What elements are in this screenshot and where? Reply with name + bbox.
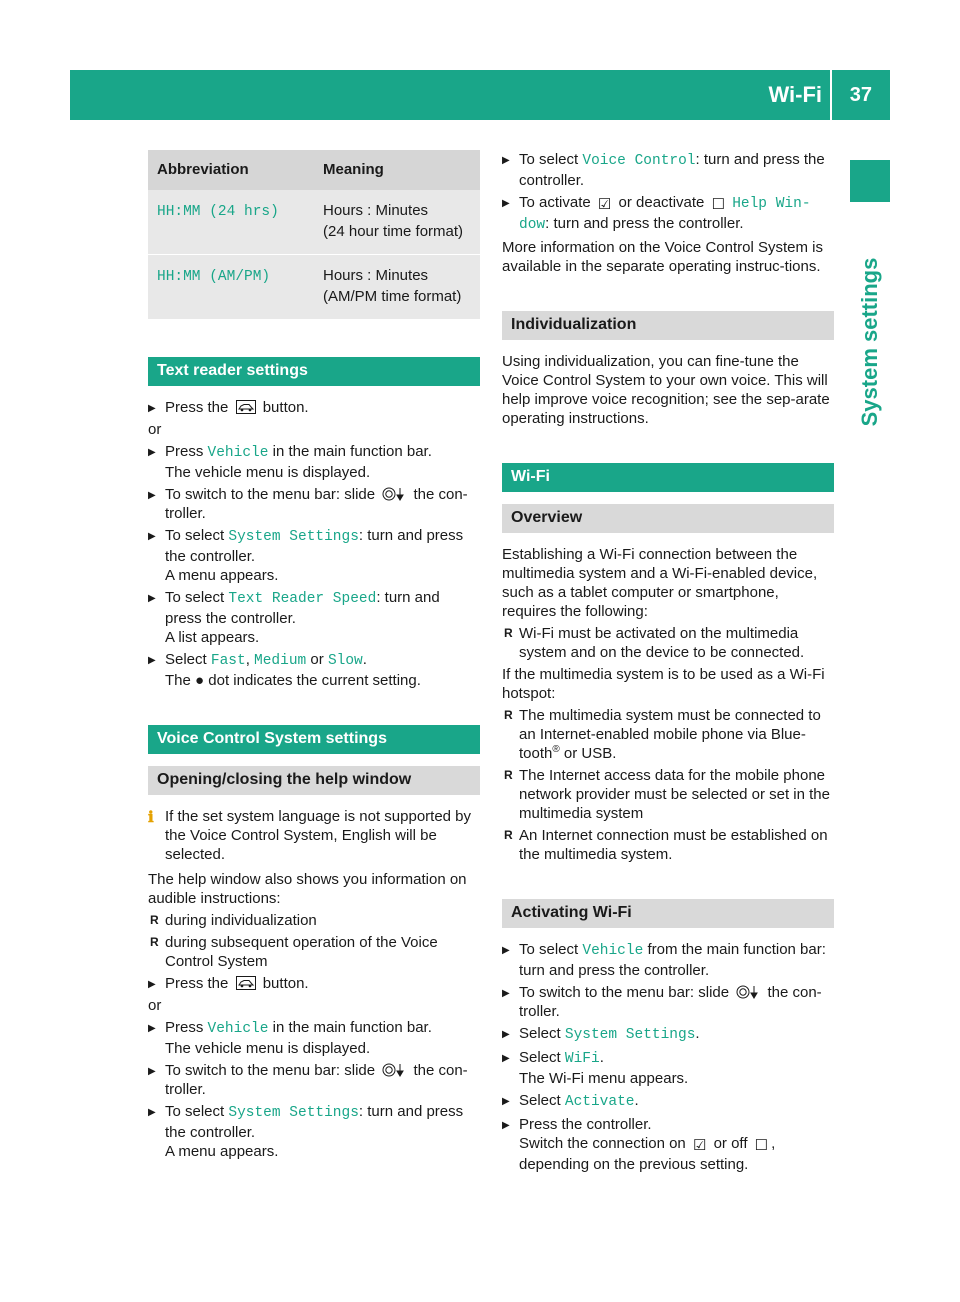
bullet-item: R The Internet access data for the mobile phone network provider must be selected or set in the multimedia system (502, 766, 834, 823)
step: ▶ Select System Settings. (502, 1024, 834, 1045)
step: ▶ Select Fast, Medium or Slow. The ● dot indicates the current setting. (148, 650, 480, 690)
step: ▶ To switch to the menu bar: slide the con-troller. (502, 983, 834, 1021)
bullet-item: R Wi-Fi must be activated on the multimedia system and on the device to be connected. (502, 624, 834, 662)
meaning-line: Hours : Minutes (323, 202, 429, 219)
paragraph: If the multimedia system is to be used as a Wi-Fi hotspot: (502, 666, 825, 702)
or-text: or (148, 997, 162, 1014)
individualization-heading: Individualization (502, 311, 834, 340)
step: ▶ Press the button. (148, 974, 480, 993)
activating-wifi-heading: Activating Wi-Fi (502, 899, 834, 928)
header-divider (830, 70, 832, 120)
chapter-label: System settings (857, 257, 882, 427)
meaning-cell (314, 255, 480, 320)
left-column (148, 150, 480, 1164)
step: ▶ Press Vehicle in the main function bar. The vehicle menu is displayed. (148, 1018, 480, 1058)
info-icon: ℹ (148, 809, 154, 826)
bullet-item: R An Internet connection must be established on the multimedia system. (502, 826, 834, 864)
selection-dot-icon: ● (195, 672, 205, 689)
abbr-cell: HH:MM (AM/PM) (157, 269, 271, 285)
step: ▶ Press the button. (148, 398, 480, 417)
bullet-item: R during subsequent operation of the Voice Control System (148, 933, 480, 971)
step: ▶ To select Text Reader Speed: turn and press the controller. A list appears. (148, 588, 480, 647)
meaning-line: Hours : Minutes (323, 267, 429, 284)
step: ▶ Press the controller. Switch the connection on ☑ or off ☐ , depending on the previous setting. (502, 1115, 834, 1174)
wifi-heading: Wi-Fi (502, 463, 834, 492)
step: ▶ Select WiFi. The Wi-Fi menu appears. (502, 1048, 834, 1088)
step: ▶ To switch to the menu bar: slide the con-troller. (148, 485, 480, 523)
controller-slide-down-icon (736, 985, 760, 999)
paragraph: Using individualization, you can fine-tune the Voice Control System to your own voice. This will help improve voice recognition; see the sep-arate operating instructions. (502, 353, 830, 427)
controller-slide-down-icon (382, 487, 406, 501)
step: ▶ To select Vehicle from the main function bar: turn and press the controller. (502, 940, 834, 980)
step: ▶ To select System Settings: turn and press the controller. A menu appears. (148, 526, 480, 585)
checkbox-checked-icon: ☑ (692, 1137, 707, 1154)
table-header-abbreviation: Abbreviation (148, 150, 314, 190)
bullet-item: R during individualization (148, 911, 480, 930)
chapter-tab (850, 160, 890, 202)
meaning-line: (24 hour time format) (323, 223, 464, 240)
paragraph: Establishing a Wi-Fi connection between the multimedia system and a Wi-Fi-enabled device, such as a tablet computer or smartphone, requires the following: (502, 546, 818, 620)
text-reader-heading: Text reader settings (148, 357, 480, 386)
overview-heading: Overview (502, 504, 834, 533)
step: ▶ To select Voice Control: turn and press the controller. (502, 150, 834, 190)
paragraph: More information on the Voice Control System is available in the separate operating instruc-tions. (502, 239, 823, 275)
page-header (70, 70, 890, 120)
info-note: ℹ If the set system language is not supported by the Voice Control System, English will be selected. (148, 808, 472, 863)
table-row (148, 255, 480, 320)
checkbox-empty-icon: ☐ (754, 1137, 769, 1154)
meaning-cell (314, 190, 480, 255)
step: ▶ To select System Settings: turn and press the controller. A menu appears. (148, 1102, 480, 1161)
controller-slide-down-icon (382, 1063, 406, 1077)
paragraph: The help window also shows you information on audible instructions: (148, 871, 467, 907)
page-number: 37 (849, 84, 872, 106)
step: ▶ To activate ☑ or deactivate ☐ Help Win-dow: turn and press the controller. (502, 193, 834, 235)
table-row (148, 190, 480, 255)
meaning-line: (AM/PM time format) (323, 288, 462, 305)
section-title: Wi-Fi (768, 82, 822, 107)
step: ▶ To switch to the menu bar: slide the con-troller. (148, 1061, 480, 1099)
abbreviation-table (148, 150, 480, 319)
or-text: or (148, 421, 162, 438)
right-column (502, 150, 834, 1177)
bullet-item: R The multimedia system must be connected to an Internet-enabled mobile phone via Blue-tooth® or USB. (502, 706, 834, 763)
checkbox-checked-icon: ☑ (597, 196, 612, 213)
checkbox-empty-icon: ☐ (711, 196, 726, 213)
car-button-icon (236, 400, 256, 414)
step: ▶ Press Vehicle in the main function bar. The vehicle menu is displayed. (148, 442, 480, 482)
help-window-heading: Opening/closing the help window (148, 766, 480, 795)
voice-control-heading: Voice Control System settings (148, 725, 480, 754)
step: ▶ Select Activate. (502, 1091, 834, 1112)
abbr-cell: HH:MM (24 hrs) (157, 204, 279, 220)
table-header-meaning: Meaning (314, 150, 480, 190)
car-button-icon (236, 976, 256, 990)
